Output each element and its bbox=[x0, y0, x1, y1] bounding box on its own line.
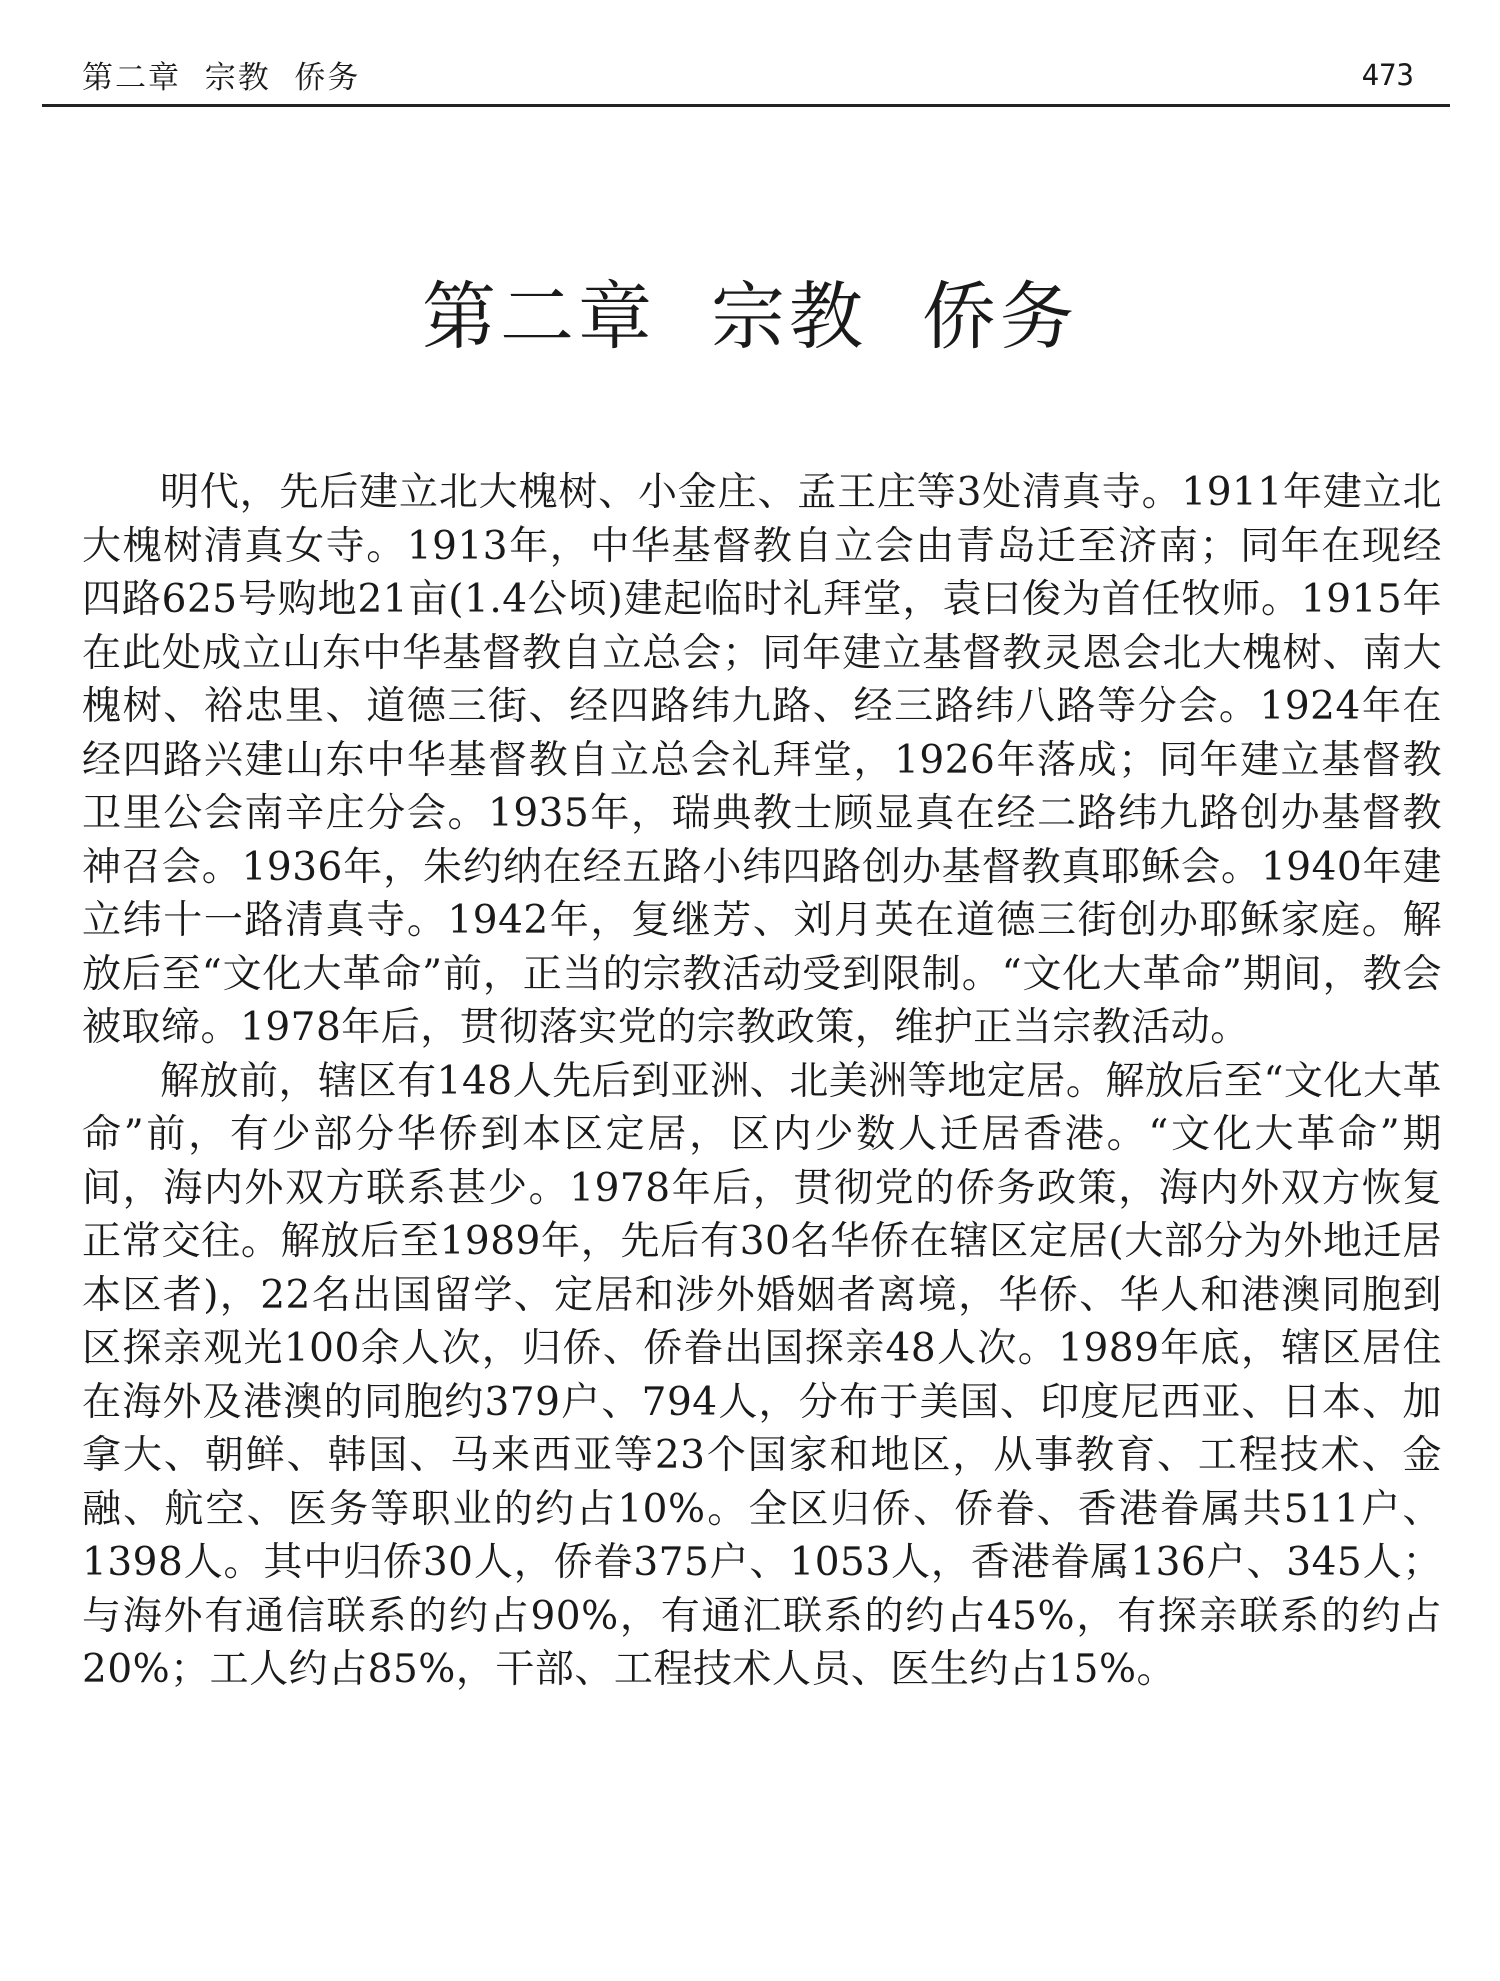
running-header bbox=[42, 44, 1450, 107]
body-text bbox=[82, 466, 1442, 1697]
running-title: 第二章 宗教 侨务 bbox=[82, 60, 361, 96]
page-number: 473 bbox=[1361, 58, 1414, 92]
paragraph-religion: 明代，先后建立北大槐树、小金庄、孟王庄等3处清真寺。1911年建立北大槐树清真女寺。1913年，中华基督教自立会由青岛迁至济南；同年在现经四路625号购地21亩(1.4公顷)建起临时礼拜堂，袁曰俊为首任牧师。1915年在此处成立山东中华基督教自立总会；同年建立基督教灵恩会北大槐树、南大槐树、裕忠里、道德三街、经四路纬九路、经三路纬八路等分会。1924年在经四路兴建山东中华基督教自立总会礼拜堂，1926年落成；同年建立基督教卫里公会南辛庄分会。1935年，瑞典教士顾显真在经二路纬九路创办基督教神召会。1936年，朱约纳在经五路小纬四路创办基督教真耶稣会。1940年建立纬十一路清真寺。1942年，复继芳、刘月英在道德三街创办耶稣家庭。解放后至“文化大革命”前，正当的宗教活动受到限制。“文化大革命”期间，教会被取缔。1978年后，贯彻落实党的宗教政策，维护正当宗教活动。 bbox=[82, 470, 1442, 1050]
paragraph-overseas-chinese: 解放前，辖区有148人先后到亚洲、北美洲等地定居。解放后至“文化大革命”前，有少部分华侨到本区定居，区内少数人迁居香港。“文化大革命”期间，海内外双方联系甚少。1978年后，贯彻党的侨务政策，海内外双方恢复正常交往。解放后至1989年，先后有30名华侨在辖区定居(大部分为外地迁居本区者)，22名出国留学、定居和涉外婚姻者离境，华侨、华人和港澳同胞到区探亲观光100余人次，归侨、侨眷出国探亲48人次。1989年底，辖区居住在海外及港澳的同胞约379户、794人，分布于美国、印度尼西亚、日本、加拿大、朝鲜、韩国、马来西亚等23个国家和地区，从事教育、工程技术、金融、航空、医务等职业的约占10%。全区归侨、侨眷、香港眷属共511户、1398人。其中归侨30人，侨眷375户、1053人，香港眷属136户、345人；与海外有通信联系的约占90%，有通汇联系的约占45%，有探亲联系的约占20%；工人约占85%，干部、工程技术人员、医生约占15%。 bbox=[82, 1058, 1442, 1692]
chapter-title: 第二章 宗教 侨务 bbox=[421, 274, 1079, 360]
